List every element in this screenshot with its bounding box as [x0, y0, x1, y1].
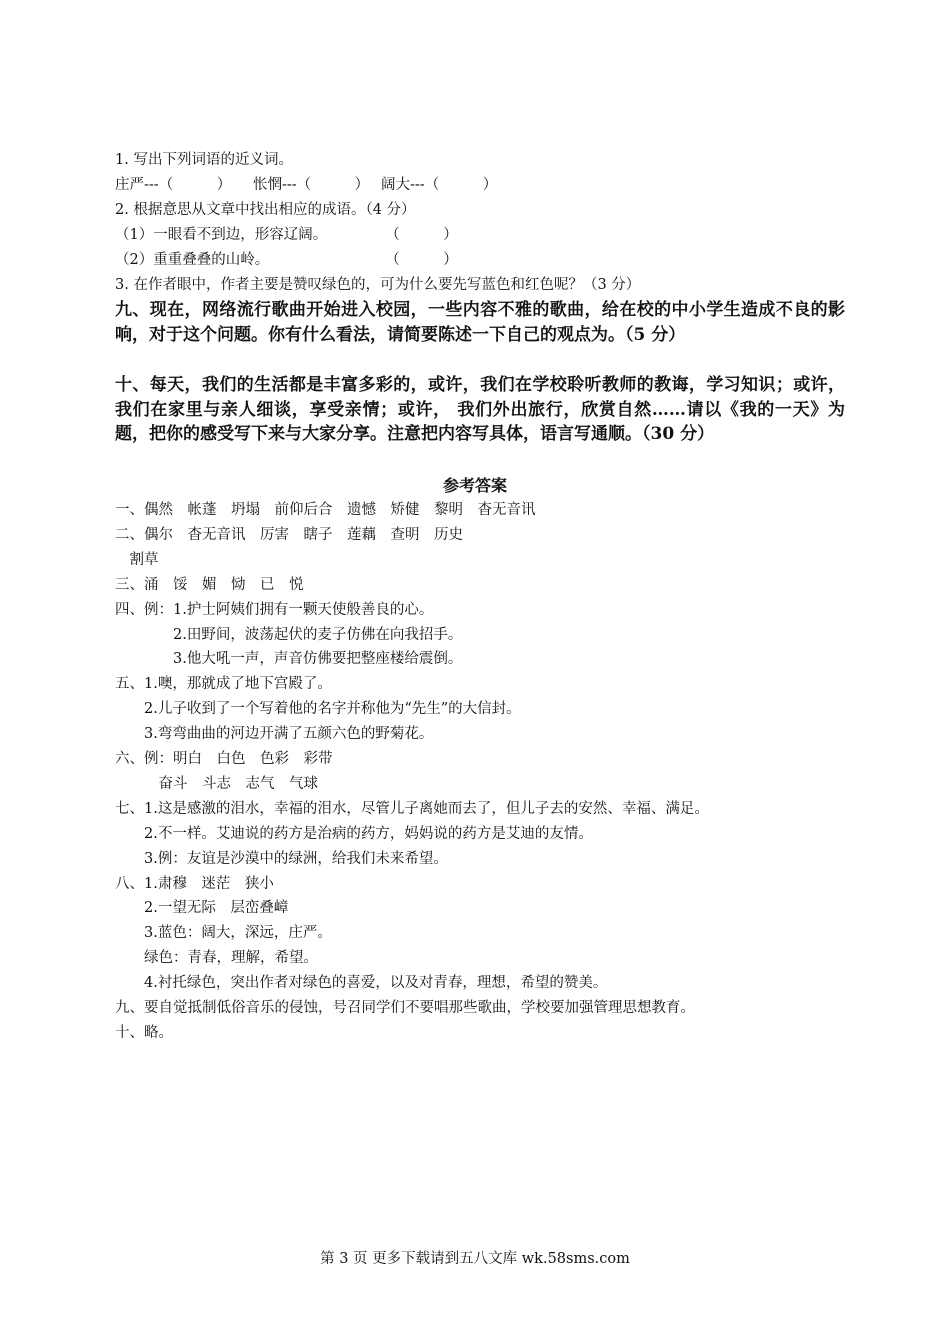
question-9: 九、现在，网络流行歌曲开始进入校园，一些内容不雅的歌曲，给在校的中小学生造成不良的影响，对于这个问题。你有什么看法，请简要陈述一下自己的观点为。（5 分） [115, 300, 845, 345]
question-8-1-items: 庄严---（ ） 怅惘---（ ） 阔大---（ ） [115, 177, 498, 193]
answer-line: 割草 [115, 551, 159, 568]
question-8-1: 1. 写出下列词语的近义词。 [115, 152, 293, 168]
answer-line: 2.儿子收到了一个写着他的名字并称他为“先生”的大信封。 [115, 701, 521, 718]
answer-line: 2.田野间，波荡起伏的麦子仿佛在向我招手。 [115, 626, 463, 643]
answer-line: 2.不一样。艾迪说的药方是治病的药方，妈妈说的药方是艾迪的友情。 [115, 825, 593, 842]
answer-line: 三、涌 馁 媚 恸 已 悦 [115, 576, 304, 593]
answer-line: 绿色：青春，理解，希望。 [115, 950, 318, 967]
question-10: 十、每天，我们的生活都是丰富多彩的，或许，我们在学校聆听教师的教诲，学习知识；或许，我们在家里与亲人细谈，享受亲情；或许， 我们外出旅行，欣赏自然……请以《我的一天》为题，把你的感受写下来与大家分享。注意把内容写具体，语言写通顺。（30 分） [115, 375, 845, 445]
question-8-2-a: （1）一眼看不到边，形容辽阔。 （ ） [115, 227, 458, 243]
answer-line: 奋斗 斗志 志气 气球 [115, 775, 318, 792]
answer-line: 3.蓝色：阔大，深远，庄严。 [115, 925, 332, 942]
answer-line: 五、1.噢，那就成了地下宫殿了。 [115, 676, 332, 693]
answer-line: 十、略。 [115, 1024, 173, 1041]
answer-line: 3.例：友谊是沙漠中的绿洲，给我们未来希望。 [115, 850, 448, 867]
answer-line: 八、1.肃穆 迷茫 狭小 [115, 875, 274, 892]
answer-line: 一、偶然 帐蓬 坍塌 前仰后合 遗憾 矫健 黎明 杳无音讯 [115, 502, 536, 518]
answer-line: 七、1.这是感激的泪水，幸福的泪水，尽管儿子离她而去了，但儿子去的安然、幸福、满足。 [115, 800, 709, 817]
answer-line: 4.衬托绿色，突出作者对绿色的喜爱，以及对青春，理想，希望的赞美。 [115, 975, 608, 992]
answer-line: 3.他大吼一声，声音仿佛要把整座楼给震倒。 [115, 651, 463, 668]
page-footer: 第 3 页 更多下载请到五八文库 wk.58sms.com [320, 1251, 630, 1267]
answer-line: 九、要自觉抵制低俗音乐的侵蚀，号召同学们不要唱那些歌曲，学校要加强管理思想教育。 [115, 1000, 695, 1016]
answers-title: 参考答案 [442, 476, 507, 495]
answer-line: 六、例：明白 白色 色彩 彩带 [115, 751, 333, 767]
question-8-3: 3. 在作者眼中，作者主要是赞叹绿色的，可为什么要先写蓝色和红色呢？（3 分） [115, 277, 641, 293]
answer-line: 二、偶尔 杳无音讯 厉害 瞎子 莲藕 查明 历史 [115, 526, 463, 543]
answer-line: 2.一望无际 层峦叠嶂 [115, 900, 289, 917]
answer-line: 四、例：1.护士阿姨们拥有一颗天使般善良的心。 [115, 601, 434, 618]
question-8-2-b: （2）重重叠叠的山岭。 （ ） [115, 252, 458, 268]
question-8-2: 2. 根据意思从文章中找出相应的成语。（4 分） [115, 202, 416, 218]
answer-line: 3.弯弯曲曲的河边开满了五颜六色的野菊花。 [115, 726, 434, 743]
